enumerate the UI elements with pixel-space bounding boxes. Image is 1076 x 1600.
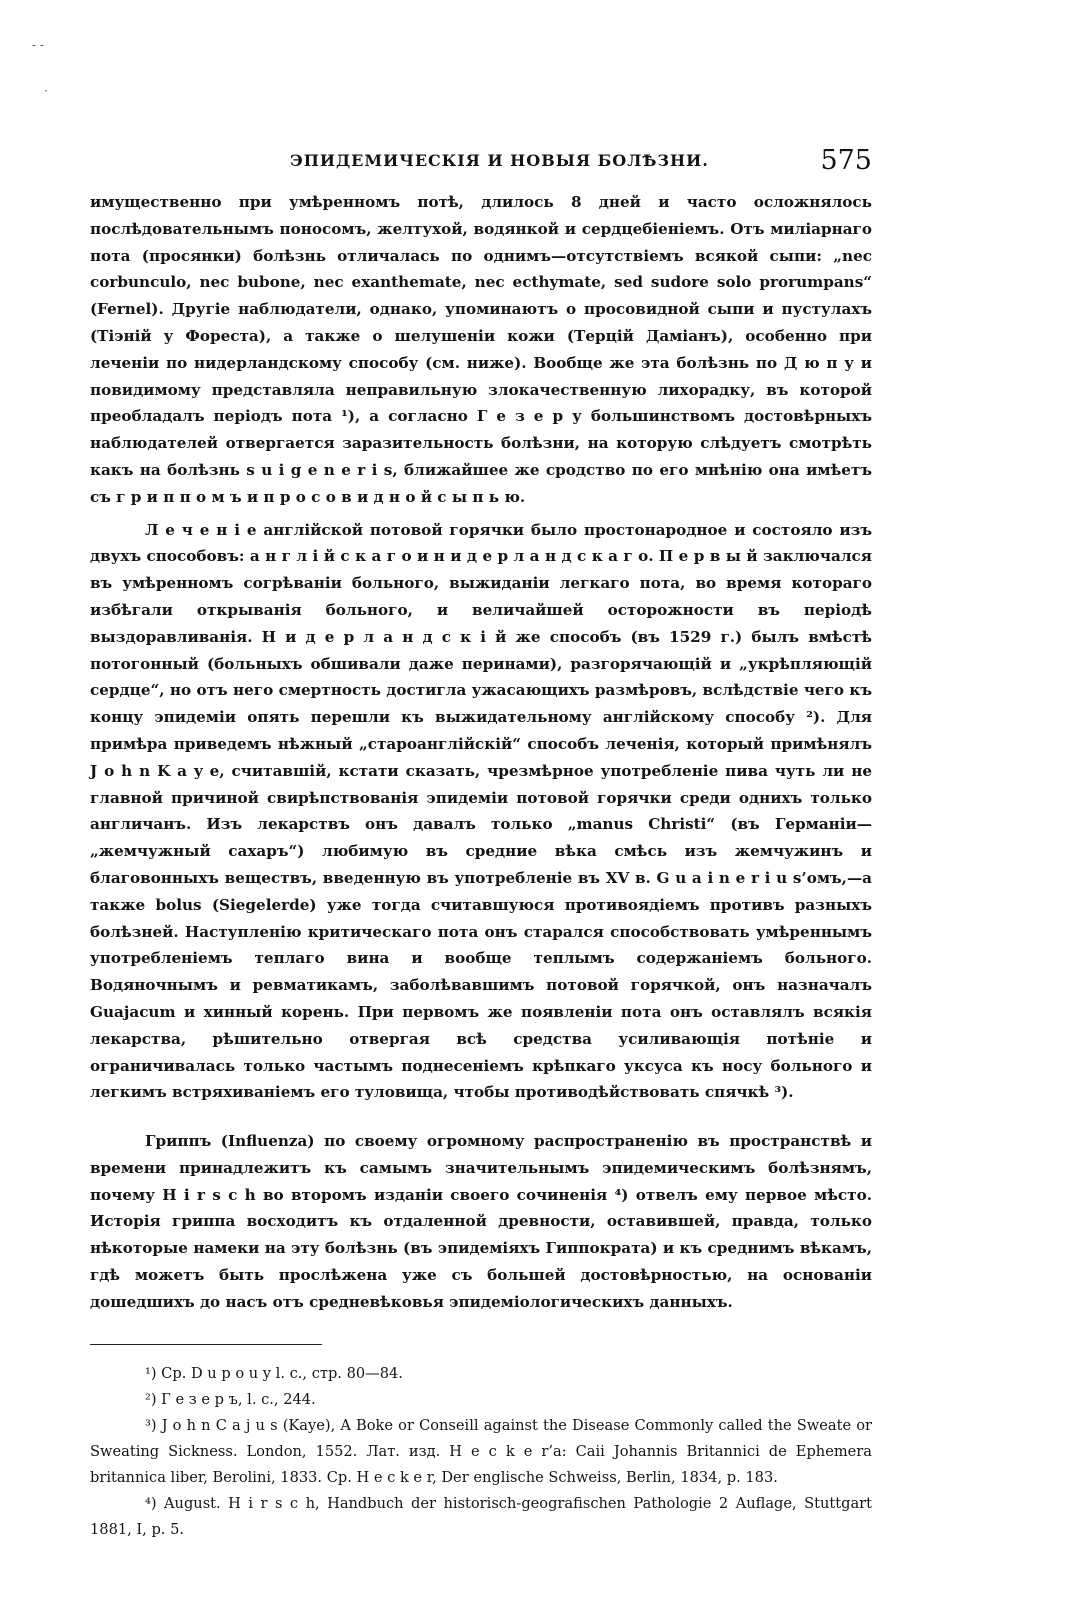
footnote-3: ³) J o h n C a j u s (Kaye), A Boke or Conseill against the Disease Commonly called the Sweate or Sweating Sickness. London, 1552. Лат. изд. H e c k e r’а: Caii Johannis Britannici de Ephemera britannica liber, Berolini, 1833. Ср. H e c k e r, Der englische Schweiss, Berlin, 1834, p. 183. bbox=[90, 1416, 872, 1486]
footnote-4: ⁴) August. H i r s c h, Handbuch der historisch-geografischen Pathologie 2 Auflage, Stuttgart 1881, I, p. 5. bbox=[90, 1494, 872, 1538]
page-header bbox=[90, 145, 872, 189]
scan-speck: ‑ ‑ bbox=[32, 38, 44, 52]
running-title: ЭПИДЕМИЧЕСКIЯ И НОВЫЯ БОЛѢЗНИ. bbox=[290, 151, 709, 170]
scan-speck: · bbox=[44, 84, 48, 98]
footnote-rule bbox=[90, 1344, 322, 1345]
paragraph-treatment: Л е ч е н i е англiйской потовой горячки было простонародное и состояло изъ двухъ способовъ: а н г л i й с к а г о и н и д е р л а н д с к а г о. П е р в ы й заключался въ умѣренномъ согрѣванiи больного, выжиданiи легкаго пота, во время котораго избѣгали открыванiя больного, и величайшей осторожности въ перiодѣ выздоравливанiя. Н и д е р л а н д с к i й же способъ (въ 1529 г.) былъ вмѣстѣ потогонный (больныхъ обшивали даже перинами), разгорячающiй и „укрѣпляющiй сердце“, но отъ него смертность достигла ужасающихъ размѣровъ, вслѣдствiе чего къ концу эпидемiи опять перешли къ выжидательному англiйскому способу ²). Для примѣра приведемъ нѣжный „староанглiйскiй“ способъ леченiя, который примѣнялъ J o h n K a y e, считавшiй, кстати сказать, чрезмѣрное употребленiе пива чуть ли не главной причиной свирѣпствованiя эпидемiи потовой горячки среди однихъ только англичанъ. Изъ лекарствъ онъ давалъ только „manus Christi“ (въ Германiи—„жемчужный сахаръ“) любимую въ средние вѣка смѣсь изъ жемчужинъ и благовонныхъ веществъ, введенную въ употребленiе въ XV в. G u a i n e r i u s’омъ,—а также bolus (Siegelerde) уже тогда считавшуюся противоядiемъ противъ разныхъ болѣзней. Наступленiю критическаго пота онъ старался способствовать умѣреннымъ употребленiемъ теплаго вина и вообще теплымъ содержанiемъ больного. Водяночнымъ и ревматикамъ, заболѣвавшимъ потовой горячкой, онъ назначалъ Guajacum и хинный корень. При первомъ же появленiи пота онъ оставлялъ всякiя лекарства, рѣшительно отвергая всѣ средства усиливающiя потѣнiе и ограничивалась только частымъ поднесенiемъ крѣпкаго уксуса къ носу больного и легкимъ встряхиванiемъ его туловища, чтобы противодѣйствовать спячкѣ ³). bbox=[90, 520, 872, 1102]
footnote-1: ¹) Ср. D u p o u y l. c., стр. 80—84. bbox=[145, 1364, 403, 1382]
paragraph-influenza: Гриппъ (Influenza) по своему огромному распространенiю въ пространствѣ и времени принадлежитъ къ самымъ значительнымъ эпидемическимъ болѣзнямъ, почему H i r s c h во второмъ изданiи своего сочиненiя ⁴) отвелъ ему первое мѣсто. Исторiя гриппа восходитъ къ отдаленной древности, оставившей, правда, только нѣкоторые намеки на эту болѣзнь (въ эпидемiяхъ Гиппократа) и къ среднимъ вѣкамъ, гдѣ можетъ быть прослѣжена уже съ большей достовѣрностью, на основанiи дошедшихъ до насъ отъ средневѣковья эпидемiологическихъ данныхъ. bbox=[90, 1132, 872, 1311]
page bbox=[90, 145, 872, 1543]
page-number: 575 bbox=[820, 145, 872, 176]
paragraph-continuation: имущественно при умѣренномъ потѣ, длилось 8 дней и часто осложнялось послѣдовательнымъ поносомъ, желтухой, водянкой и сердцебiенiемъ. Отъ милiарнаго пота (просянки) болѣзнь отличалась по однимъ—отсутствiемъ всякой сыпи: „nec corbunculo, nec bubone, nec exanthemate, nec ecthymate, sed sudore solo prorumpans“ (Fernel). Другiе наблюдатели, однако, упоминаютъ о просовидной сыпи и пустулахъ (Тiэнiй у Фореста), а также о шелушенiи кожи (Терцiй Дамiанъ), особенно при леченiи по нидерландскому способу (см. ниже). Вообще же эта болѣзнь по Д ю п у и повидимому представляла неправильную злокачественную лихорадку, въ которой преобладалъ перiодъ пота ¹), а согласно Г е з е р у большинствомъ достовѣрныхъ наблюдателей отвергается заразительность болѣзни, на которую слѣдуетъ смотрѣть какъ на болѣзнь s u i g e n e r i s, ближайшее же сродство по его мнѣнiю она имѣетъ съ г р и п п о м ъ и п р о с о в и д н о й с ы п ь ю. bbox=[90, 193, 872, 506]
footnote-2: ²) Г е з е р ъ, l. c., 244. bbox=[145, 1390, 316, 1408]
